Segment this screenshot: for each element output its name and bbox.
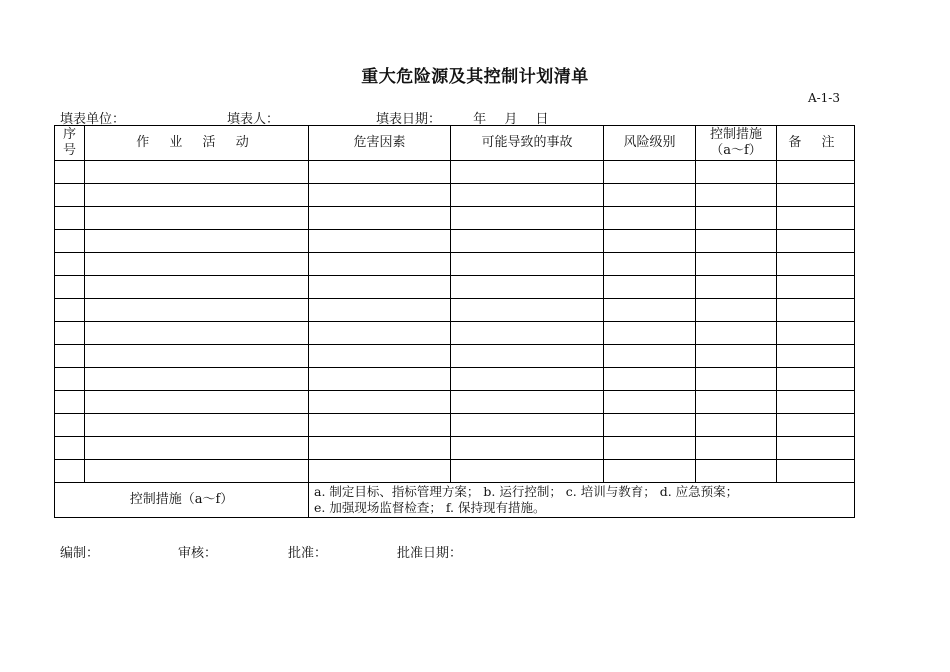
- cell-remark[interactable]: [777, 368, 855, 391]
- cell-control[interactable]: [696, 207, 777, 230]
- cell-risk[interactable]: [604, 391, 696, 414]
- table-row: [55, 460, 855, 483]
- cell-risk[interactable]: [604, 345, 696, 368]
- cell-accident[interactable]: [451, 276, 604, 299]
- cell-remark[interactable]: [777, 161, 855, 184]
- cell-hazard[interactable]: [309, 322, 451, 345]
- cell-control[interactable]: [696, 322, 777, 345]
- legend-row: [55, 483, 855, 518]
- cell-seq[interactable]: [55, 368, 85, 391]
- cell-control[interactable]: [696, 391, 777, 414]
- cell-seq[interactable]: [55, 414, 85, 437]
- cell-accident[interactable]: [451, 460, 604, 483]
- table-row: [55, 437, 855, 460]
- table-row: [55, 391, 855, 414]
- document-title: 重大危险源及其控制计划清单: [361, 67, 589, 87]
- cell-control[interactable]: [696, 368, 777, 391]
- cell-remark[interactable]: [777, 184, 855, 207]
- cell-accident[interactable]: [451, 437, 604, 460]
- header-risk-level: 风险级别: [604, 126, 696, 161]
- cell-activity[interactable]: [85, 161, 309, 184]
- legend-line-1: a. 制定目标、指标管理方案； b. 运行控制； c. 培训与教育； d. 应急预案；: [314, 484, 739, 499]
- header-remark: 备 注: [777, 126, 855, 161]
- cell-remark[interactable]: [777, 253, 855, 276]
- header-control-bottom: （a～f）: [710, 143, 762, 158]
- cell-hazard[interactable]: [309, 460, 451, 483]
- cell-accident[interactable]: [451, 161, 604, 184]
- cell-activity[interactable]: [85, 276, 309, 299]
- cell-risk[interactable]: [604, 230, 696, 253]
- cell-risk[interactable]: [604, 161, 696, 184]
- table-row: [55, 414, 855, 437]
- cell-activity[interactable]: [85, 322, 309, 345]
- cell-activity[interactable]: [85, 414, 309, 437]
- cell-accident[interactable]: [451, 414, 604, 437]
- cell-accident[interactable]: [451, 207, 604, 230]
- fill-unit-label: 填表单位：: [60, 112, 126, 127]
- cell-control[interactable]: [696, 276, 777, 299]
- cell-remark[interactable]: [777, 230, 855, 253]
- cell-hazard[interactable]: [309, 230, 451, 253]
- legend-line-2: e. 加强现场监督检查； f. 保持现有措施。: [314, 500, 546, 515]
- cell-hazard[interactable]: [309, 207, 451, 230]
- cell-risk[interactable]: [604, 299, 696, 322]
- cell-accident[interactable]: [451, 391, 604, 414]
- cell-remark[interactable]: [777, 207, 855, 230]
- cell-activity[interactable]: [85, 437, 309, 460]
- cell-accident[interactable]: [451, 345, 604, 368]
- cell-accident[interactable]: [451, 184, 604, 207]
- header-control: [696, 126, 777, 161]
- table-row: [55, 230, 855, 253]
- cell-hazard[interactable]: [309, 184, 451, 207]
- table-body: [55, 161, 855, 518]
- table-row: [55, 368, 855, 391]
- cell-hazard[interactable]: [309, 299, 451, 322]
- cell-risk[interactable]: [604, 276, 696, 299]
- cell-remark[interactable]: [777, 414, 855, 437]
- table-row: [55, 299, 855, 322]
- cell-hazard[interactable]: [309, 437, 451, 460]
- cell-activity[interactable]: [85, 230, 309, 253]
- cell-risk[interactable]: [604, 414, 696, 437]
- cell-control[interactable]: [696, 299, 777, 322]
- cell-control[interactable]: [696, 460, 777, 483]
- cell-risk[interactable]: [604, 322, 696, 345]
- cell-activity[interactable]: [85, 460, 309, 483]
- header-seq-bottom: 号: [62, 143, 76, 158]
- cell-hazard[interactable]: [309, 391, 451, 414]
- legend-text: [309, 483, 855, 518]
- cell-seq[interactable]: [55, 253, 85, 276]
- cell-hazard[interactable]: [309, 368, 451, 391]
- cell-risk[interactable]: [604, 184, 696, 207]
- cell-risk[interactable]: [604, 368, 696, 391]
- month-label: 月: [504, 112, 518, 127]
- approval-date-label: 批准日期：: [397, 546, 463, 561]
- cell-accident[interactable]: [451, 230, 604, 253]
- cell-seq[interactable]: [55, 299, 85, 322]
- cell-seq[interactable]: [55, 184, 85, 207]
- hazard-control-table: [54, 125, 855, 518]
- cell-activity[interactable]: [85, 299, 309, 322]
- cell-accident[interactable]: [451, 299, 604, 322]
- cell-seq[interactable]: [55, 391, 85, 414]
- cell-control[interactable]: [696, 253, 777, 276]
- cell-remark[interactable]: [777, 345, 855, 368]
- cell-seq[interactable]: [55, 207, 85, 230]
- header-seq: [55, 126, 85, 161]
- cell-accident[interactable]: [451, 253, 604, 276]
- cell-seq[interactable]: [55, 322, 85, 345]
- day-label: 日: [535, 112, 549, 127]
- cell-control[interactable]: [696, 345, 777, 368]
- cell-control[interactable]: [696, 161, 777, 184]
- cell-seq[interactable]: [55, 460, 85, 483]
- cell-activity[interactable]: [85, 345, 309, 368]
- table-row: [55, 345, 855, 368]
- cell-control[interactable]: [696, 437, 777, 460]
- cell-hazard[interactable]: [309, 253, 451, 276]
- header-seq-top: 序: [62, 127, 76, 142]
- cell-remark[interactable]: [777, 460, 855, 483]
- cell-seq[interactable]: [55, 345, 85, 368]
- cell-risk[interactable]: [604, 253, 696, 276]
- cell-remark[interactable]: [777, 437, 855, 460]
- year-label: 年: [473, 112, 487, 127]
- table-row: [55, 253, 855, 276]
- cell-activity[interactable]: [85, 184, 309, 207]
- approved-by-label: 批准：: [288, 546, 328, 561]
- fill-date-label: 填表日期：: [376, 112, 442, 127]
- table-row: [55, 184, 855, 207]
- cell-activity[interactable]: [85, 368, 309, 391]
- cell-risk[interactable]: [604, 437, 696, 460]
- table-row: [55, 276, 855, 299]
- filler-label: 填表人：: [227, 112, 280, 127]
- form-code: A-1-3: [807, 91, 840, 105]
- header-accident: 可能导致的事故: [451, 126, 604, 161]
- cell-hazard[interactable]: [309, 345, 451, 368]
- cell-seq[interactable]: [55, 161, 85, 184]
- table-row: [55, 161, 855, 184]
- header-hazard: 危害因素: [309, 126, 451, 161]
- table-row: [55, 322, 855, 345]
- header-row: [55, 126, 855, 161]
- cell-seq[interactable]: [55, 437, 85, 460]
- cell-remark[interactable]: [777, 276, 855, 299]
- header-control-top: 控制措施: [709, 127, 762, 142]
- cell-risk[interactable]: [604, 207, 696, 230]
- cell-hazard[interactable]: [309, 161, 451, 184]
- cell-control[interactable]: [696, 230, 777, 253]
- cell-seq[interactable]: [55, 230, 85, 253]
- cell-remark[interactable]: [777, 299, 855, 322]
- reviewed-by-label: 审核：: [178, 546, 218, 561]
- cell-hazard[interactable]: [309, 276, 451, 299]
- cell-hazard[interactable]: [309, 414, 451, 437]
- cell-activity[interactable]: [85, 391, 309, 414]
- cell-remark[interactable]: [777, 391, 855, 414]
- compiled-by-label: 编制：: [60, 546, 100, 561]
- header-activity: 作 业 活 动: [85, 126, 309, 161]
- cell-activity[interactable]: [85, 253, 309, 276]
- table-row: [55, 207, 855, 230]
- cell-seq[interactable]: [55, 276, 85, 299]
- cell-control[interactable]: [696, 184, 777, 207]
- cell-remark[interactable]: [777, 322, 855, 345]
- legend-label: 控制措施（a～f）: [55, 483, 309, 518]
- cell-control[interactable]: [696, 414, 777, 437]
- cell-accident[interactable]: [451, 368, 604, 391]
- cell-accident[interactable]: [451, 322, 604, 345]
- cell-activity[interactable]: [85, 207, 309, 230]
- cell-risk[interactable]: [604, 460, 696, 483]
